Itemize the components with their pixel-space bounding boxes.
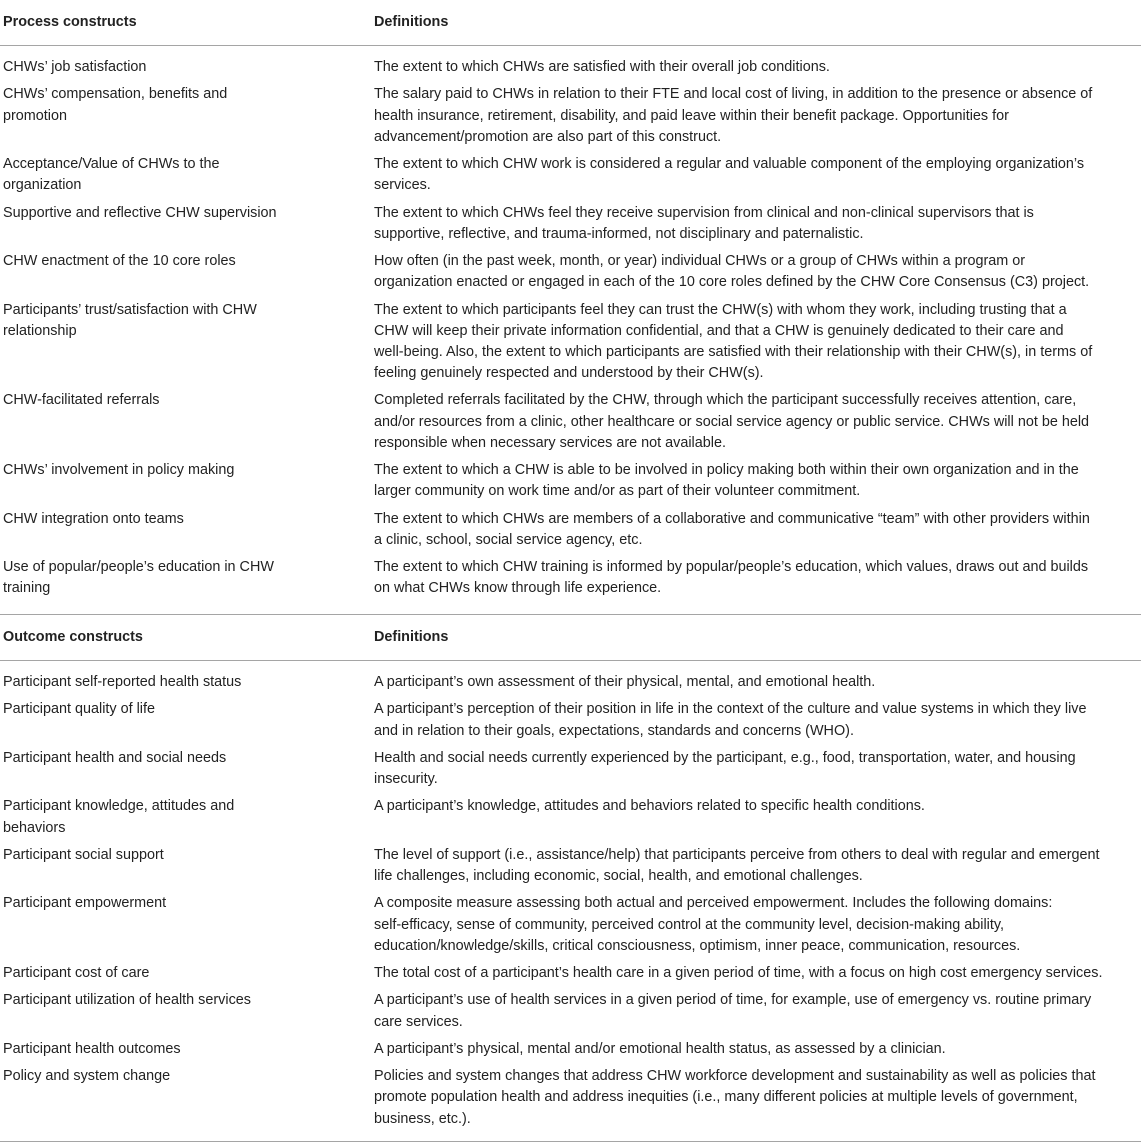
definition-text: feeling genuinely respected and understood by their CHW(s). <box>374 365 764 382</box>
construct-text: Participant empowerment <box>3 895 167 912</box>
construct-text: CHW enactment of the 10 core roles <box>3 253 236 269</box>
construct-cell <box>3 672 303 693</box>
definition-cell <box>374 154 1142 196</box>
construct-text: organization <box>3 177 82 194</box>
definition-text: larger community on work time and/or as part of their volunteer commitment. <box>374 483 861 500</box>
construct-text: CHWs’ involvement in policy making <box>3 462 235 479</box>
construct-cell <box>3 963 303 984</box>
definition-cell <box>374 796 1142 817</box>
construct-text: relationship <box>3 322 77 339</box>
definition-text: The salary paid to CHWs in relation to their FTE and local cost of living, in addition to the presence or absence of <box>374 86 1093 103</box>
definition-cell <box>374 1039 1142 1060</box>
construct-text: Participant health and social needs <box>3 749 227 766</box>
definition-cell <box>374 251 1142 293</box>
construct-text: training <box>3 580 51 597</box>
definition-cell <box>374 699 1142 741</box>
definition-text: How often (in the past week, month, or year) individual CHWs or a group of CHWs within a program or <box>374 253 1026 269</box>
definition-text: CHW will keep their private information confidential, and that a CHW is genuinely dedicated to their care and <box>374 322 1064 339</box>
definition-text: A composite measure assessing both actual and perceived empowerment. Includes the following domains: <box>374 895 1053 912</box>
construct-cell <box>3 154 303 196</box>
definition-text: and/or resources from a clinic, other healthcare or social service agency or public service. CHWs will not be held <box>374 413 1090 430</box>
definition-text: The extent to which CHW training is informed by popular/people’s education, which values, draws out and builds <box>374 559 1089 576</box>
definition-text: organization enacted or engaged in each of the 10 core roles defined by the CHW Core Consensus (C3) project. <box>374 274 1090 291</box>
construct-text: Participants’ trust/satisfaction with CHW <box>3 301 257 318</box>
construct-cell <box>3 845 303 866</box>
definition-cell <box>374 57 1142 78</box>
construct-cell <box>3 203 303 224</box>
construct-text: CHWs’ compensation, benefits and <box>3 86 228 103</box>
construct-text: Participant knowledge, attitudes and <box>3 798 235 815</box>
construct-text: CHW-facilitated referrals <box>3 392 160 409</box>
definition-cell <box>374 990 1142 1032</box>
construct-text: Policy and system change <box>3 1068 171 1085</box>
construct-cell <box>3 748 303 769</box>
definition-text: business, etc.). <box>374 1110 471 1127</box>
definition-cell <box>374 893 1142 957</box>
process-definitions-header: Definitions <box>374 14 449 30</box>
definition-cell <box>374 300 1142 385</box>
outcome-constructs-header: Outcome constructs <box>3 629 143 645</box>
construct-cell <box>3 300 303 342</box>
outcome-definitions-header: Definitions <box>374 629 449 645</box>
construct-text: Participant utilization of health services <box>3 992 251 1009</box>
definition-text: The extent to which participants feel they can trust the CHW(s) with whom they work, including trusting that a <box>374 301 1067 318</box>
definition-cell <box>374 1066 1142 1130</box>
definition-text: well-being. Also, the extent to which participants are satisfied with their relationship with their CHW(s), in terms of <box>374 343 1093 360</box>
definition-text: A participant’s own assessment of their physical, mental, and emotional health. <box>374 674 876 690</box>
definition-text: insecurity. <box>374 771 438 787</box>
definition-text: care services. <box>374 1013 463 1030</box>
definition-cell <box>374 748 1142 790</box>
definition-cell <box>374 460 1142 502</box>
construct-cell <box>3 1066 303 1087</box>
construct-text: behaviors <box>3 819 66 836</box>
definition-text: The extent to which a CHW is able to be involved in policy making both within their own organization and in the <box>374 462 1079 479</box>
construct-text: Participant self-reported health status <box>3 674 242 690</box>
definition-text: A participant’s knowledge, attitudes and behaviors related to specific health conditions. <box>374 798 925 815</box>
construct-text: CHW integration onto teams <box>3 510 184 527</box>
definition-text: responsible when necessary services are not available. <box>374 434 726 451</box>
construct-cell <box>3 1039 303 1060</box>
definition-text: The total cost of a participant’s health care in a given period of time, with a focus on high cost emergency services. <box>374 965 1103 981</box>
definition-text: health insurance, retirement, disability, and paid leave within their benefit package. Opportunities for <box>374 107 1009 124</box>
definition-text: education/knowledge/skills, critical consciousness, optimism, inner peace, communication, resources. <box>374 937 1021 954</box>
definition-text: The extent to which CHW work is considered a regular and valuable component of the employing organization’s <box>374 156 1085 172</box>
definition-text: services. <box>374 177 431 194</box>
definition-text: A participant’s physical, mental and/or emotional health status, as assessed by a clinician. <box>374 1040 946 1057</box>
definition-cell <box>374 84 1142 148</box>
definition-text: on what CHWs know through life experience. <box>374 580 662 597</box>
table-bottom-rule <box>0 1141 1141 1142</box>
construct-cell <box>3 390 303 411</box>
construct-text: Participant social support <box>3 846 164 863</box>
definition-text: a clinic, school, social service agency, etc. <box>374 531 643 548</box>
construct-cell <box>3 990 303 1011</box>
definition-text: advancement/promotion are also part of this construct. <box>374 128 722 145</box>
definition-text: life challenges, including economic, social, health, and emotional challenges. <box>374 868 863 884</box>
definition-text: Health and social needs currently experienced by the participant, e.g., food, transportation, water, and housing <box>374 749 1076 766</box>
definition-text: A participant’s perception of their position in life in the context of the culture and value systems in which they live <box>374 701 1087 718</box>
definition-cell <box>374 557 1142 599</box>
section-divider <box>0 614 1141 615</box>
construct-cell <box>3 251 303 272</box>
construct-cell <box>3 84 303 126</box>
construct-text: Participant cost of care <box>3 965 150 981</box>
definition-text: and in relation to their goals, expectations, standards and concerns (WHO). <box>374 722 854 739</box>
process-header-divider <box>0 45 1141 46</box>
definition-text: The extent to which CHWs are members of a collaborative and communicative “team” with other providers within <box>374 510 1090 527</box>
definition-cell <box>374 203 1142 245</box>
definition-cell <box>374 963 1142 984</box>
definition-text: The level of support (i.e., assistance/help) that participants perceive from others to deal with regular and emergent <box>374 846 1100 863</box>
definition-text: supportive, reflective, and trauma-informed, not disciplinary and paternalistic. <box>374 225 864 242</box>
construct-cell <box>3 893 303 914</box>
definition-cell <box>374 845 1142 887</box>
construct-text: Supportive and reflective CHW supervision <box>3 204 277 221</box>
definition-text: self-efficacy, sense of community, perceived control at the community level, decision-making ability, <box>374 916 1004 933</box>
construct-text: Participant quality of life <box>3 701 155 718</box>
construct-cell <box>3 509 303 530</box>
construct-cell <box>3 796 303 838</box>
definition-text: Policies and system changes that address CHW workforce development and sustainability as well as policies that <box>374 1068 1096 1085</box>
definition-text: promote population health and address inequities (i.e., many different policies at multiple levels of government, <box>374 1089 1078 1106</box>
construct-text: Acceptance/Value of CHWs to the <box>3 156 220 172</box>
construct-cell <box>3 557 303 599</box>
definition-cell <box>374 672 1142 693</box>
definition-cell <box>374 390 1142 454</box>
definition-cell <box>374 509 1142 551</box>
construct-cell <box>3 699 303 720</box>
construct-text: CHWs’ job satisfaction <box>3 59 147 75</box>
construct-text: Use of popular/people’s education in CHW <box>3 559 274 576</box>
process-constructs-header: Process constructs <box>3 14 137 30</box>
definition-text: The extent to which CHWs feel they receive supervision from clinical and non-clinical supervisors that is <box>374 204 1034 221</box>
construct-cell <box>3 460 303 481</box>
construct-text: Participant health outcomes <box>3 1040 181 1057</box>
definition-text: A participant’s use of health services in a given period of time, for example, use of emergency vs. routine primary <box>374 992 1092 1009</box>
definition-text: The extent to which CHWs are satisfied with their overall job conditions. <box>374 59 830 75</box>
construct-text: promotion <box>3 107 67 124</box>
construct-cell <box>3 57 303 78</box>
outcome-header-divider <box>0 660 1141 661</box>
definition-text: Completed referrals facilitated by the CHW, through which the participant successfully receives attention, care, <box>374 392 1077 409</box>
